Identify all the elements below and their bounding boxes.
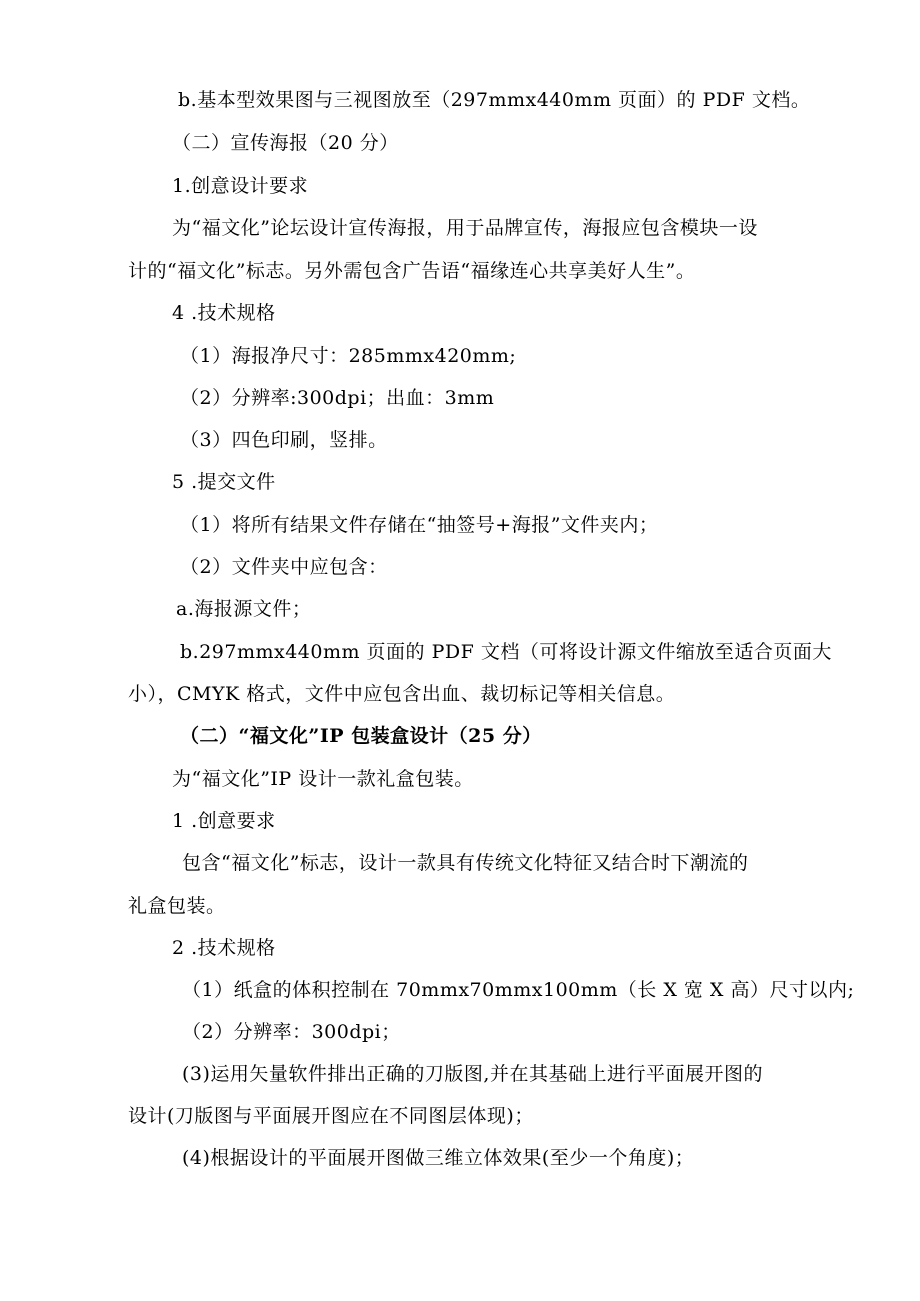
subsection-heading: 4 .技术规格 [172,302,276,324]
subsection-heading: 2 .技术规格 [172,937,276,959]
list-item: （2）文件夹中应包含： [180,556,388,578]
list-item: (3)运用矢量软件排出正确的刀版图,并在其基础上进行平面展开图的 [182,1063,763,1085]
subsection-heading: 5 .提交文件 [172,471,276,493]
text-line: b.基本型效果图与三视图放至（297mmx440mm 页面）的 PDF 文档。 [178,89,811,111]
text-line: 计的“福文化”标志。另外需包含广告语“福缘连心共享美好人生”。 [128,260,696,282]
list-item: (4)根据设计的平面展开图做三维立体效果(至少一个角度)； [182,1147,695,1169]
text-line: 为“福文化”论坛设计宣传海报，用于品牌宣传，海报应包含模块一设 [172,217,758,239]
list-item: （1）海报净尺寸：285mmx420mm; [180,345,517,367]
text-line: 设计(刀版图与平面展开图应在不同图层体现)； [128,1105,534,1127]
subsection-heading: 1 .创意要求 [172,810,276,832]
list-item: （2）分辨率：300dpi； [182,1021,401,1043]
list-item: （1）将所有结果文件存储在“抽签号+海报”文件夹内； [180,514,659,536]
text-line: 包含“福文化”标志，设计一款具有传统文化特征又结合时下潮流的 [182,852,749,874]
text-line: 为“福文化”IP 设计一款礼盒包装。 [172,768,474,790]
list-item: （2）分辨率:300dpi；出血：3mm [180,387,495,409]
text-line: 礼盒包装。 [128,895,226,917]
section-heading: （二）宣传海报（20 分） [172,132,399,154]
list-item: （1）纸盒的体积控制在 70mmx70mmx100mm（长 X 宽 X 高）尺寸以内; [182,979,855,1001]
list-item: （3）四色印刷，竖排。 [180,429,388,451]
subsection-heading: 1.创意设计要求 [172,175,309,197]
section-heading: （二）“福文化”IP 包装盒设计（25 分） [180,725,542,747]
list-item: a.海报源文件； [176,598,312,620]
list-item: b.297mmx440mm 页面的 PDF 文档（可将设计源文件缩放至适合页面大 [180,641,832,663]
text-line: 小），CMYK 格式，文件中应包含出血、裁切标记等相关信息。 [128,683,676,705]
